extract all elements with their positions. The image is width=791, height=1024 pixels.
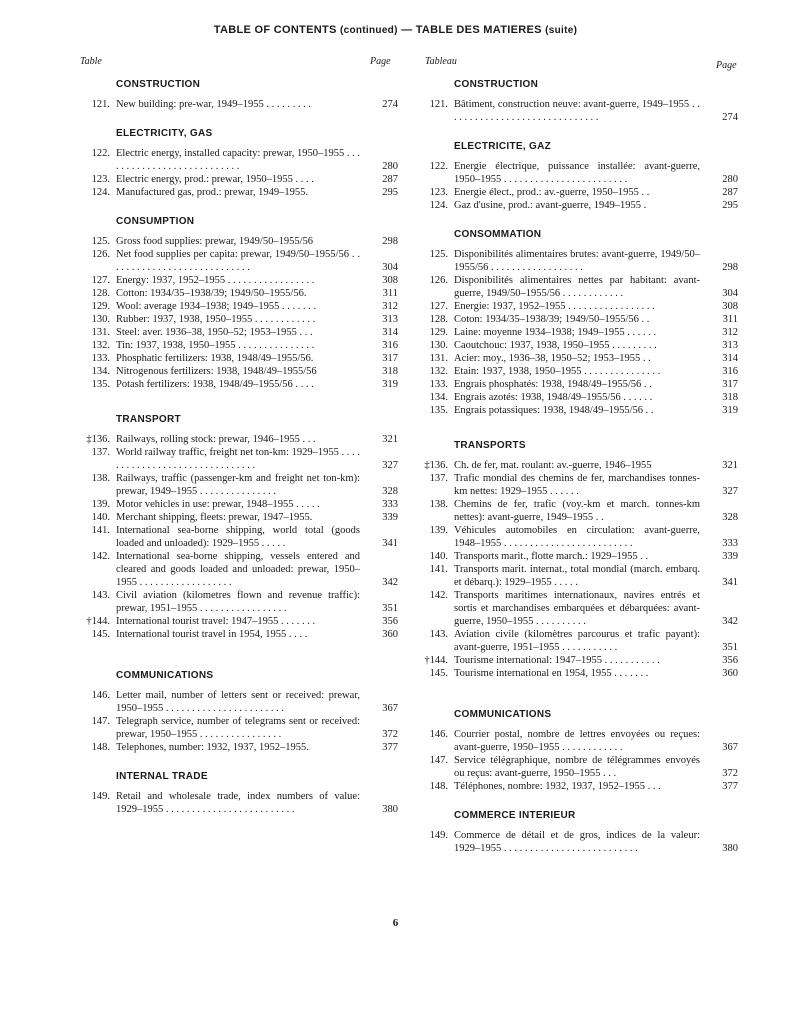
entry-page: 304 xyxy=(382,262,398,273)
toc-entry[interactable] xyxy=(418,199,738,212)
entry-title: Chemins de fer, trafic (voy.-km et march. tonnes-km nettes): avant-guerre, 1949–1955 . . xyxy=(454,499,700,523)
entry-page: 327 xyxy=(382,460,398,471)
toc-entry[interactable] xyxy=(80,511,398,524)
page-column-header-fr: Page xyxy=(716,60,737,71)
entry-title: Tourisme international: 1947–1955 . . . . . . . . . . . xyxy=(454,655,660,666)
entry-page: 314 xyxy=(382,327,398,338)
entry-page: 311 xyxy=(382,288,398,299)
section-heading: ELECTRICITY, GAS xyxy=(116,128,213,139)
entry-number: 133. xyxy=(429,379,448,390)
section-fr xyxy=(418,228,738,417)
entry-page: 287 xyxy=(382,174,398,185)
entry-page: 295 xyxy=(722,200,738,211)
section-en xyxy=(80,215,398,391)
toc-entry[interactable] xyxy=(80,147,398,173)
entry-title: Electric energy, prod.: prewar, 1950–1955 . . . . xyxy=(116,174,314,185)
toc-entry[interactable] xyxy=(418,780,738,793)
toc-entry[interactable] xyxy=(80,365,398,378)
section-heading: COMMERCE INTERIEUR xyxy=(454,810,576,821)
toc-entry[interactable] xyxy=(80,715,398,741)
entry-page: 316 xyxy=(382,340,398,351)
entry-page: 356 xyxy=(382,616,398,627)
entry-title: Disponibilités alimentaires brutes: avant-guerre, 1949/50–1955/56 . . . . . . . . . . . . . . . . . . xyxy=(454,249,700,273)
toc-entry[interactable] xyxy=(80,628,398,641)
entry-page: 333 xyxy=(382,499,398,510)
entry-title: Engrais potassiques: 1938, 1948/49–1955/56 . . xyxy=(454,405,654,416)
toc-entry[interactable] xyxy=(418,391,738,404)
entry-page: 287 xyxy=(722,187,738,198)
toc-entry[interactable] xyxy=(80,689,398,715)
entry-number: ‡136. xyxy=(424,460,448,471)
section-fr xyxy=(418,439,738,680)
page-column-header-en: Page xyxy=(370,56,391,67)
entry-number: 132. xyxy=(429,366,448,377)
entry-page: 318 xyxy=(382,366,398,377)
toc-entry[interactable] xyxy=(418,313,738,326)
toc-entry[interactable] xyxy=(80,300,398,313)
entry-page: 367 xyxy=(382,703,398,714)
entry-title: International tourist travel in 1954, 1955 . . . . xyxy=(116,629,308,640)
toc-entry[interactable] xyxy=(80,173,398,186)
entry-number: 137. xyxy=(91,447,110,458)
entry-title: Civil aviation (kilometres flown and revenue traffic): prewar, 1951–1955 . . . . . . . . . . . . . . . . . xyxy=(116,590,360,614)
entry-number: 122. xyxy=(429,161,448,172)
entry-page: 360 xyxy=(382,629,398,640)
entry-title: Aviation civile (kilomètres parcourus et trafic payant): avant-guerre, 1951–1955 . . . . . . . . . . . xyxy=(454,629,700,653)
entry-number: 143. xyxy=(429,629,448,640)
toc-entry[interactable] xyxy=(80,186,398,199)
toc-entry[interactable] xyxy=(80,98,398,111)
section-en xyxy=(80,669,398,754)
entry-number: 129. xyxy=(429,327,448,338)
entry-page: 341 xyxy=(722,577,738,588)
entry-title: Rubber: 1937, 1938, 1950–1955 . . . . . . . . . . . . xyxy=(116,314,316,325)
entry-page: 318 xyxy=(722,392,738,403)
section-heading: CONSUMPTION xyxy=(116,216,195,227)
section-en xyxy=(80,770,398,816)
entry-title: Bâtiment, construction neuve: avant-guerre, 1949–1955 . . . . . . . . . . . . . . . . . . . . . . . . . . . . . . xyxy=(454,99,700,123)
entry-title: Manufactured gas, prod.: prewar, 1949–1955. xyxy=(116,187,309,198)
table-column-header-en: Table xyxy=(80,56,102,67)
toc-entry[interactable] xyxy=(80,287,398,300)
entry-page: 328 xyxy=(382,486,398,497)
entry-title: Letter mail, number of letters sent or received: prewar, 1950–1955 . . . . . . . . . . . . . . . . . . . . . . . xyxy=(116,690,360,714)
entry-page: 317 xyxy=(722,379,738,390)
entry-number: 121. xyxy=(91,99,110,110)
toc-entry[interactable] xyxy=(418,248,738,274)
entry-title: Railways, rolling stock: prewar, 1946–1955 . . . xyxy=(116,434,316,445)
title-continued: (continued) xyxy=(339,25,398,36)
toc-entry[interactable] xyxy=(418,352,738,365)
toc-entry[interactable] xyxy=(418,498,738,524)
entry-page: 321 xyxy=(382,434,398,445)
entry-page: 321 xyxy=(722,460,738,471)
entry-number: 149. xyxy=(429,830,448,841)
entry-number: 128. xyxy=(91,288,110,299)
toc-entry[interactable] xyxy=(418,365,738,378)
toc-entry[interactable] xyxy=(80,615,398,628)
entry-number: 147. xyxy=(91,716,110,727)
entry-title: Gaz d'usine, prod.: avant-guerre, 1949–1955 . xyxy=(454,200,647,211)
entry-page: 367 xyxy=(722,742,738,753)
entry-page: 377 xyxy=(722,781,738,792)
entry-number: 148. xyxy=(91,742,110,753)
entry-title: Etain: 1937, 1938, 1950–1955 . . . . . . . . . . . . . . . xyxy=(454,366,661,377)
entry-title: Electric energy, installed capacity: prewar, 1950–1955 . . . . . . . . . . . . . . . . . . . . . . . . . . . xyxy=(116,148,360,172)
entry-title: International sea-borne shipping, world total (goods loaded and unloaded): 1929–1955 . . . . . xyxy=(116,525,360,549)
page-number: 6 xyxy=(392,917,399,929)
toc-entry[interactable] xyxy=(418,160,738,186)
entry-title: Engrais phosphatés: 1938, 1948/49–1955/56 . . xyxy=(454,379,652,390)
entry-page: 339 xyxy=(382,512,398,523)
entry-page: 328 xyxy=(722,512,738,523)
entry-title: Tourisme international en 1954, 1955 . . . . . . . xyxy=(454,668,649,679)
entry-title: Transports marit. internat., total mondial (march. embarq. et débarq.): 1929–1955 . . . . . xyxy=(454,564,700,588)
entry-number: 142. xyxy=(91,551,110,562)
entry-title: New building: pre-war, 1949–1955 . . . . . . . . . xyxy=(116,99,311,110)
entry-title: Transports maritimes internationaux, navires entrés et sortis et marchandises embarquées et débarquées: avant-guerre, 1950–1955 . . . . . . . . . . xyxy=(454,590,700,627)
entry-title: Commerce de détail et de gros, indices de la valeur: 1929–1955 . . . . . . . . . . . . . . . . . . . . . . . . . . xyxy=(454,830,700,854)
entry-title: Potash fertilizers: 1938, 1948/49–1955/56 . . . . xyxy=(116,379,314,390)
entry-number: †144. xyxy=(86,616,110,627)
entry-number: 130. xyxy=(429,340,448,351)
entry-number: 137. xyxy=(429,473,448,484)
entry-title: Trafic mondial des chemins de fer, marchandises tonnes-km nettes: 1929–1955 . . . . . . xyxy=(454,473,700,497)
entry-number: 145. xyxy=(91,629,110,640)
toc-entry[interactable] xyxy=(80,446,398,472)
entry-title: Tin: 1937, 1938, 1950–1955 . . . . . . . . . . . . . . . xyxy=(116,340,315,351)
entry-number: 139. xyxy=(91,499,110,510)
entry-page: 356 xyxy=(722,655,738,666)
entry-page: 308 xyxy=(382,275,398,286)
entry-page: 377 xyxy=(382,742,398,753)
entry-page: 380 xyxy=(722,843,738,854)
french-column xyxy=(418,78,738,855)
entry-title: Disponibilités alimentaires nettes par habitant: avant-guerre, 1949/50–1955/56 . . . . . . . . . . . . xyxy=(454,275,700,299)
title-separator: — xyxy=(397,24,416,36)
entry-page: 313 xyxy=(382,314,398,325)
entry-number: 131. xyxy=(429,353,448,364)
entry-number: 146. xyxy=(429,729,448,740)
entry-page: 304 xyxy=(722,288,738,299)
entry-number: 126. xyxy=(429,275,448,286)
entry-number: 126. xyxy=(91,249,110,260)
entry-title: Energie électrique, puissance installée: avant-guerre, 1950–1955 . . . . . . . . . . . . . . . . . . . . . . . . xyxy=(454,161,700,185)
section-heading: ELECTRICITE, GAZ xyxy=(454,141,552,152)
section-fr xyxy=(418,140,738,212)
section-heading: INTERNAL TRADE xyxy=(116,771,208,782)
toc-entry[interactable] xyxy=(418,628,738,654)
toc-entry[interactable] xyxy=(418,274,738,300)
section-en xyxy=(80,78,398,111)
entry-title: Transports marit., flotte march.: 1929–1955 . . xyxy=(454,551,649,562)
entry-page: 312 xyxy=(722,327,738,338)
title-main-fr: TABLE DES MATIERES xyxy=(415,24,542,36)
toc-entry[interactable] xyxy=(418,186,738,199)
toc-entry[interactable] xyxy=(418,829,738,855)
entry-number: 124. xyxy=(91,187,110,198)
entry-title: Railways, traffic (passenger-km and freight net ton-km): prewar, 1949–1955 . . . . . . . . . . . . . . . xyxy=(116,473,360,497)
toc-entry[interactable] xyxy=(418,339,738,352)
entry-number: 123. xyxy=(429,187,448,198)
entry-title: Laine: moyenne 1934–1938; 1949–1955 . . . . . . xyxy=(454,327,657,338)
entry-page: 311 xyxy=(722,314,738,325)
entry-title: Coton: 1934/35–1938/39; 1949/50–1955/56 . . xyxy=(454,314,650,325)
entry-page: 317 xyxy=(382,353,398,364)
entry-number: 124. xyxy=(429,200,448,211)
entry-page: 351 xyxy=(382,603,398,614)
entry-title: International tourist travel: 1947–1955 . . . . . . . xyxy=(116,616,316,627)
toc-entry[interactable] xyxy=(80,498,398,511)
entry-number: 141. xyxy=(91,525,110,536)
entry-number: 140. xyxy=(429,551,448,562)
entry-title: Merchant shipping, fleets: prewar, 1947–1955. xyxy=(116,512,313,523)
toc-entry[interactable] xyxy=(80,550,398,589)
toc-entry[interactable] xyxy=(418,550,738,563)
entry-number: 135. xyxy=(91,379,110,390)
entry-number: 129. xyxy=(91,301,110,312)
section-en xyxy=(80,127,398,199)
entry-page: 312 xyxy=(382,301,398,312)
entry-number: 148. xyxy=(429,781,448,792)
entry-title: International sea-borne shipping, vessels entered and cleared and goods loaded and unloaded: prewar, 1950–1955 . . . . . . . . . . . . . . . . . . xyxy=(116,551,360,588)
entry-page: 274 xyxy=(382,99,398,110)
toc-entry[interactable] xyxy=(80,235,398,248)
toc-entry[interactable] xyxy=(418,300,738,313)
toc-entry[interactable] xyxy=(418,98,738,124)
toc-entry[interactable] xyxy=(418,378,738,391)
entry-title: Phosphatic fertilizers: 1938, 1948/49–1955/56. xyxy=(116,353,314,364)
entry-number: 134. xyxy=(429,392,448,403)
section-heading: CONSOMMATION xyxy=(454,229,542,240)
entry-title: Ch. de fer, mat. roulant: av.-guerre, 1946–1955 xyxy=(454,460,652,471)
entry-title: Telephones, number: 1932, 1937, 1952–1955. xyxy=(116,742,309,753)
toc-entry[interactable] xyxy=(418,563,738,589)
entry-number: 128. xyxy=(429,314,448,325)
title-continued-fr: (suite) xyxy=(545,25,578,36)
entry-number: 135. xyxy=(429,405,448,416)
entry-page: 280 xyxy=(722,174,738,185)
section-fr xyxy=(418,809,738,855)
entry-title: Cotton: 1934/35–1938/39; 1949/50–1955/56. xyxy=(116,288,307,299)
section-heading: CONSTRUCTION xyxy=(116,79,201,90)
entry-page: 342 xyxy=(722,616,738,627)
toc-entry[interactable] xyxy=(80,741,398,754)
entry-number: 145. xyxy=(429,668,448,679)
entry-page: 274 xyxy=(722,112,738,123)
entry-number: 149. xyxy=(91,791,110,802)
toc-entry[interactable] xyxy=(80,352,398,365)
table-column-header-fr: Tableau xyxy=(425,56,457,67)
toc-entry[interactable] xyxy=(80,790,398,816)
entry-number: 127. xyxy=(91,275,110,286)
toc-entry[interactable] xyxy=(418,754,738,780)
section-fr xyxy=(418,708,738,793)
entry-title: Retail and wholesale trade, index numbers of value: 1929–1955 . . . . . . . . . . . . . . . . . . . . . . . . . xyxy=(116,791,360,815)
entry-page: 351 xyxy=(722,642,738,653)
entry-number: 127. xyxy=(429,301,448,312)
entry-title: Wool: average 1934–1938; 1949–1955 . . . . . . . xyxy=(116,301,317,312)
section-heading: TRANSPORT xyxy=(116,414,181,425)
toc-entry[interactable] xyxy=(80,274,398,287)
toc-entry[interactable] xyxy=(80,313,398,326)
entry-number: 133. xyxy=(91,353,110,364)
toc-entry[interactable] xyxy=(418,667,738,680)
toc-entry[interactable] xyxy=(418,459,738,472)
entry-page: 319 xyxy=(722,405,738,416)
toc-entry[interactable] xyxy=(80,339,398,352)
entry-number: 123. xyxy=(91,174,110,185)
entry-page: 280 xyxy=(382,161,398,172)
toc-entry[interactable] xyxy=(418,524,738,550)
section-heading: COMMUNICATIONS xyxy=(454,709,552,720)
entry-number: 134. xyxy=(91,366,110,377)
entry-number: †144. xyxy=(424,655,448,666)
toc-entry[interactable] xyxy=(80,378,398,391)
entry-title: Motor vehicles in use: prewar, 1948–1955 . . . . . xyxy=(116,499,320,510)
entry-number: 125. xyxy=(429,249,448,260)
entry-title: Energy: 1937, 1952–1955 . . . . . . . . . . . . . . . . . xyxy=(116,275,315,286)
entry-number: 143. xyxy=(91,590,110,601)
toc-entry[interactable] xyxy=(418,472,738,498)
entry-page: 333 xyxy=(722,538,738,549)
entry-number: 138. xyxy=(429,499,448,510)
page-title xyxy=(0,24,791,36)
toc-entry[interactable] xyxy=(80,589,398,615)
toc-entry[interactable] xyxy=(418,728,738,754)
entry-number: 141. xyxy=(429,564,448,575)
entry-page: 314 xyxy=(722,353,738,364)
entry-page: 360 xyxy=(722,668,738,679)
entry-number: 125. xyxy=(91,236,110,247)
entry-title: World railway traffic, freight net ton-km: 1929–1955 . . . . . . . . . . . . . . . . . . . . . . . . . . . . . . . xyxy=(116,447,360,471)
entry-page: 313 xyxy=(722,340,738,351)
entry-page: 327 xyxy=(722,486,738,497)
entry-page: 339 xyxy=(722,551,738,562)
entry-number: 140. xyxy=(91,512,110,523)
toc-entry[interactable] xyxy=(418,404,738,417)
entry-page: 298 xyxy=(382,236,398,247)
toc-entry[interactable] xyxy=(80,248,398,274)
entry-title: Caoutchouc: 1937, 1938, 1950–1955 . . . . . . . . . xyxy=(454,340,657,351)
title-main: TABLE OF CONTENTS xyxy=(213,24,337,36)
entry-title: Steel: aver. 1936–38, 1950–52; 1953–1955 . . . xyxy=(116,327,313,338)
entry-title: Téléphones, nombre: 1932, 1937, 1952–1955 . . . xyxy=(454,781,661,792)
entry-page: 295 xyxy=(382,187,398,198)
toc-entry[interactable] xyxy=(80,433,398,446)
entry-page: 372 xyxy=(722,768,738,779)
entry-title: Engrais azotés: 1938, 1948/49–1955/56 . . . . . . xyxy=(454,392,653,403)
section-heading: CONSTRUCTION xyxy=(454,79,539,90)
entry-page: 319 xyxy=(382,379,398,390)
entry-title: Energie élect., prod.: av.-guerre, 1950–1955 . . xyxy=(454,187,650,198)
entry-page: 308 xyxy=(722,301,738,312)
entry-page: 372 xyxy=(382,729,398,740)
section-heading: COMMUNICATIONS xyxy=(116,670,214,681)
entry-number: 121. xyxy=(429,99,448,110)
entry-number: 147. xyxy=(429,755,448,766)
entry-page: 316 xyxy=(722,366,738,377)
entry-title: Acier: moy., 1936–38, 1950–52; 1953–1955 . . xyxy=(454,353,651,364)
entry-number: 138. xyxy=(91,473,110,484)
entry-number: 142. xyxy=(429,590,448,601)
entry-number: 139. xyxy=(429,525,448,536)
entry-title: Véhicules automobiles en circulation: avant-guerre, 1948–1955 . . . . . . . . . . . . . . . . . . . . . . . . . xyxy=(454,525,700,549)
section-en xyxy=(80,413,398,641)
entry-title: Energie: 1937, 1952–1955 . . . . . . . . . . . . . . . . . xyxy=(454,301,655,312)
toc-entry[interactable] xyxy=(80,524,398,550)
toc-entry[interactable] xyxy=(418,654,738,667)
entry-number: 146. xyxy=(91,690,110,701)
entry-title: Telegraph service, number of telegrams sent or received: prewar, 1950–1955 . . . . . . . . . . . . . . . . xyxy=(116,716,360,740)
toc-entry[interactable] xyxy=(80,472,398,498)
entry-title: Nitrogenous fertilizers: 1938, 1948/49–1955/56 xyxy=(116,366,317,377)
toc-entry[interactable] xyxy=(418,326,738,339)
entry-title: Gross food supplies: prewar, 1949/50–1955/56 xyxy=(116,236,314,247)
entry-title: Net food supplies per capita: prewar, 1949/50–1955/56 . . . . . . . . . . . . . . . . . . . . . . . . . . . . xyxy=(116,249,360,273)
entry-number: ‡136. xyxy=(86,434,110,445)
english-column xyxy=(80,78,398,816)
toc-entry[interactable] xyxy=(80,326,398,339)
entry-page: 380 xyxy=(382,804,398,815)
toc-entry[interactable] xyxy=(418,589,738,628)
entry-number: 122. xyxy=(91,148,110,159)
entry-number: 130. xyxy=(91,314,110,325)
entry-title: Service télégraphique, nombre de télégrammes envoyés ou reçus: avant-guerre, 1950–1955 . . . xyxy=(454,755,700,779)
entry-page: 341 xyxy=(382,538,398,549)
entry-number: 131. xyxy=(91,327,110,338)
entry-number: 132. xyxy=(91,340,110,351)
section-fr xyxy=(418,78,738,124)
entry-page: 298 xyxy=(722,262,738,273)
entry-page: 342 xyxy=(382,577,398,588)
section-heading: TRANSPORTS xyxy=(454,440,526,451)
entry-title: Courrier postal, nombre de lettres envoyées ou reçues: avant-guerre, 1950–1955 . . . . . . . . . . . . xyxy=(454,729,700,753)
